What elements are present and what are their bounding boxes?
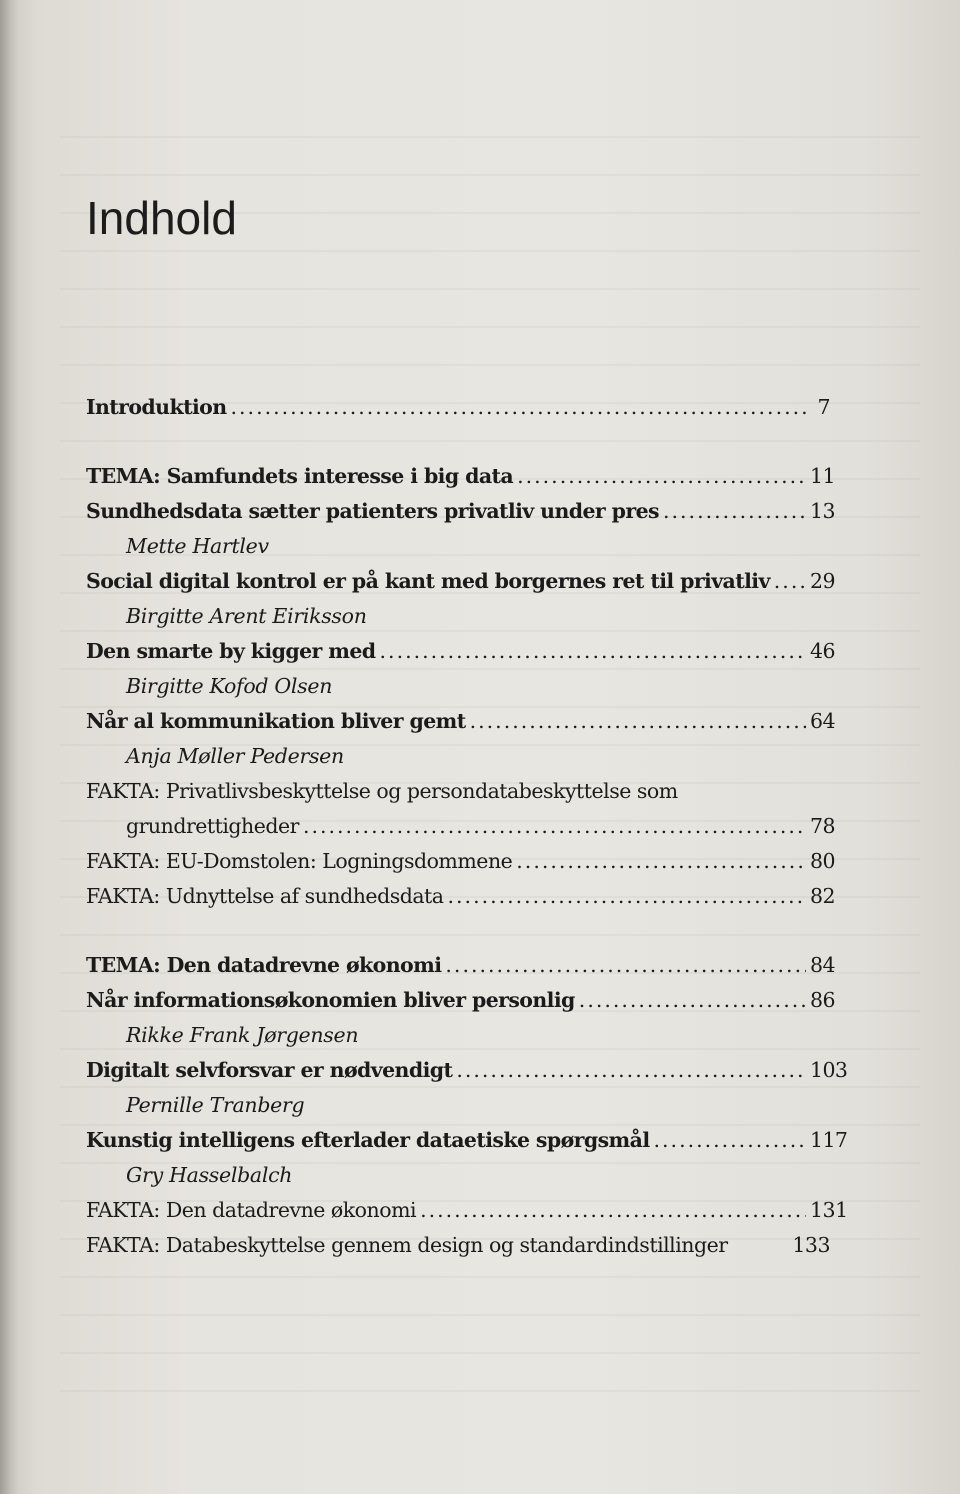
dot-leader — [470, 704, 806, 739]
dot-leader — [517, 459, 806, 494]
toc-entry-kommunikation-gemt[interactable] — [86, 704, 835, 739]
dot-leader — [420, 1193, 806, 1228]
dot-leader — [456, 1053, 806, 1088]
toc-page-number: 131 — [810, 1198, 848, 1222]
toc-page-number: 78 — [810, 814, 836, 838]
toc-entry-fakta-logningsdommene[interactable] — [86, 844, 836, 879]
dot-leader — [663, 494, 806, 529]
toc-author: Birgitte Kofod Olsen — [126, 674, 333, 698]
toc-author: Birgitte Arent Eiriksson — [126, 604, 367, 628]
toc-entry-fakta-sundhedsdata[interactable] — [86, 879, 836, 914]
dot-leader — [445, 948, 806, 983]
dot-leader — [516, 844, 806, 879]
toc-entry-informationsokonomien[interactable] — [86, 983, 835, 1018]
toc-entry-introduktion[interactable] — [86, 390, 830, 425]
toc-page-number: 86 — [810, 988, 835, 1012]
toc-entry-label: Introduktion — [86, 395, 227, 419]
toc-entry-label: FAKTA: Den datadrevne økonomi — [86, 1198, 417, 1222]
toc-page-number: 7 — [817, 395, 830, 419]
toc-entry-label: Når informationsøkonomien bliver personlig — [86, 988, 575, 1012]
toc-entry-label: FAKTA: Privatlivsbeskyttelse og persondatabeskyttelse som — [86, 779, 678, 803]
dot-leader — [579, 983, 806, 1018]
toc-entry-label: FAKTA: Udnyttelse af sundhedsdata — [86, 884, 444, 908]
dot-leader — [303, 809, 806, 844]
toc-entry-fakta-datadrevne-okonomi[interactable] — [86, 1193, 848, 1228]
toc-entry-label: grundrettigheder — [126, 814, 299, 838]
toc-entry-tema-datadrevne-okonomi[interactable] — [86, 948, 835, 983]
toc-entry-kunstig-intelligens[interactable] — [86, 1123, 848, 1158]
toc-author: Mette Hartlev — [126, 534, 269, 558]
toc-page-number: 13 — [810, 499, 835, 523]
toc-entry-label: Når al kommunikation bliver gemt — [86, 709, 466, 733]
toc-page-number: 117 — [810, 1128, 848, 1152]
toc-entry-label: Sundhedsdata sætter patienters privatliv under pres — [86, 499, 659, 523]
toc-page-number: 64 — [810, 709, 835, 733]
toc-author: Pernille Tranberg — [126, 1093, 305, 1117]
section-gap — [86, 914, 830, 948]
toc-entry-social-digital-kontrol[interactable] — [86, 564, 835, 599]
toc-entry-label: FAKTA: EU-Domstolen: Logningsdommene — [86, 849, 513, 873]
toc-entry-continuation[interactable] — [86, 809, 836, 844]
toc-page-number: 103 — [810, 1058, 848, 1082]
toc-entry-label: Kunstig intelligens efterlader dataetiske spørgsmål — [86, 1128, 650, 1152]
toc-page-number: 80 — [810, 849, 836, 873]
toc-page-number: 11 — [810, 464, 835, 488]
toc-entry-tema-big-data[interactable] — [86, 459, 835, 494]
toc-entry-label: Digitalt selvforsvar er nødvendigt — [86, 1058, 453, 1082]
toc-entry-label: FAKTA: Databeskyttelse gennem design og standardindstillinger — [86, 1233, 728, 1257]
toc-entry-digitalt-selvforsvar[interactable] — [86, 1053, 848, 1088]
toc-page-number: 29 — [810, 569, 835, 593]
dot-leader — [380, 634, 806, 669]
toc-author: Rikke Frank Jørgensen — [126, 1023, 359, 1047]
toc-entry-label: TEMA: Den datadrevne økonomi — [86, 953, 442, 977]
toc-entry-label: Den smarte by kigger med — [86, 639, 376, 663]
toc-author: Gry Hasselbalch — [126, 1163, 293, 1187]
toc-page-number: 84 — [810, 953, 835, 977]
book-spine-shadow — [0, 0, 18, 1494]
toc-author: Anja Møller Pedersen — [126, 744, 344, 768]
dot-leader — [654, 1123, 806, 1158]
toc-entry-sundhedsdata[interactable] — [86, 494, 835, 529]
toc-entry-label: Social digital kontrol er på kant med borgernes ret til privatliv — [86, 569, 770, 593]
dot-leader — [774, 564, 806, 599]
dot-leader — [448, 879, 806, 914]
toc-entry-label: TEMA: Samfundets interesse i big data — [86, 464, 514, 488]
toc-entry-fakta-privatlivsbeskyttelse[interactable] — [86, 774, 830, 809]
table-of-contents — [86, 390, 848, 1263]
toc-entry-fakta-databeskyttelse-design[interactable] — [86, 1228, 830, 1263]
toc-page-number: 133 — [792, 1233, 830, 1257]
dot-leader — [231, 390, 806, 425]
toc-entry-smarte-by[interactable] — [86, 634, 835, 669]
section-gap — [86, 425, 830, 459]
page-title: Indhold — [86, 192, 237, 244]
toc-page-number: 46 — [810, 639, 835, 663]
toc-page-number: 82 — [810, 884, 836, 908]
